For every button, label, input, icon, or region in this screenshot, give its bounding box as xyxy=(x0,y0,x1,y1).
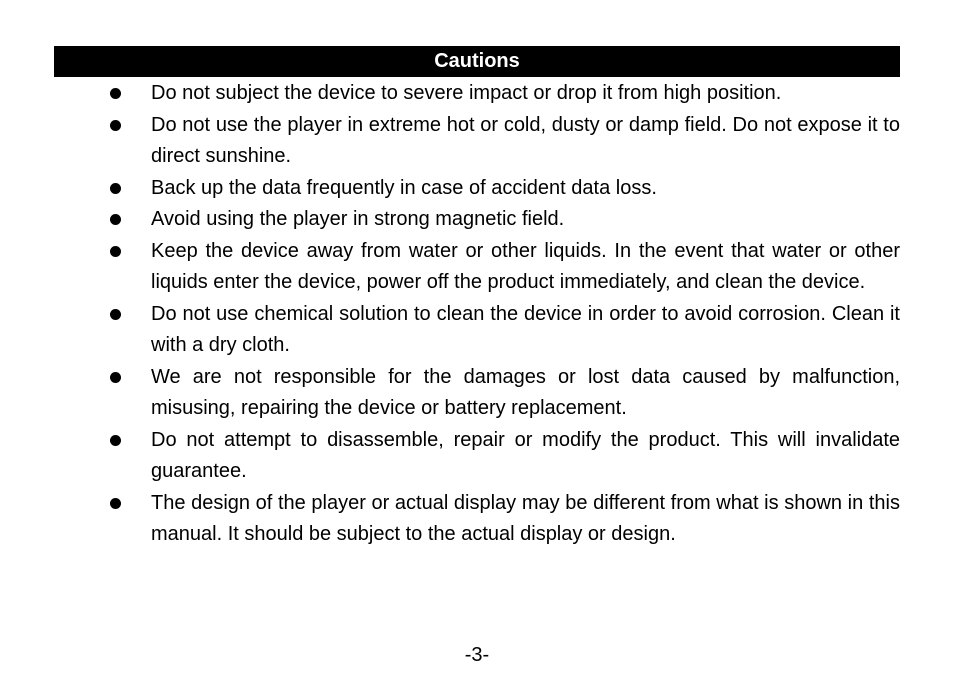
caution-item xyxy=(106,362,900,425)
caution-item xyxy=(106,204,900,236)
section-header xyxy=(54,46,900,77)
bullet-icon xyxy=(110,498,121,509)
caution-text: Do not use chemical solution to clean the device in order to avoid corrosion. Clean it with a dry cloth. xyxy=(151,302,900,356)
bullet-icon xyxy=(110,435,121,446)
page-number: -3- xyxy=(464,644,490,666)
caution-list xyxy=(106,78,900,551)
caution-item xyxy=(106,236,900,299)
bullet-icon xyxy=(110,309,121,320)
caution-text: Keep the device away from water or other liquids. In the event that water or other liquids enter the device, power off the product immediately, and clean the device. xyxy=(151,239,900,293)
caution-text: Back up the data frequently in case of accident data loss. xyxy=(151,176,657,199)
bullet-icon xyxy=(110,88,121,99)
bullet-icon xyxy=(110,246,121,257)
caution-item xyxy=(106,110,900,173)
caution-item xyxy=(106,425,900,488)
caution-item xyxy=(106,299,900,362)
caution-text: Do not subject the device to severe impact or drop it from high position. xyxy=(151,82,782,104)
caution-text: Do not use the player in extreme hot or cold, dusty or damp field. Do not expose it to direct sunshine. xyxy=(151,113,900,167)
bullet-icon xyxy=(110,183,121,194)
section-title: Cautions xyxy=(434,50,520,72)
caution-item xyxy=(106,173,900,205)
bullet-icon xyxy=(110,214,121,225)
caution-text: We are not responsible for the damages or lost data caused by malfunction, misusing, repairing the device or battery replacement. xyxy=(151,365,900,419)
caution-text: The design of the player or actual display may be different from what is shown in this manual. It should be subject to the actual display or design. xyxy=(151,491,900,545)
caution-item xyxy=(106,78,900,110)
bullet-icon xyxy=(110,120,121,131)
caution-text: Avoid using the player in strong magnetic field. xyxy=(151,208,565,230)
caution-item xyxy=(106,488,900,551)
caution-text: Do not attempt to disassemble, repair or modify the product. This will invalidate guarantee. xyxy=(151,428,900,482)
bullet-icon xyxy=(110,372,121,383)
